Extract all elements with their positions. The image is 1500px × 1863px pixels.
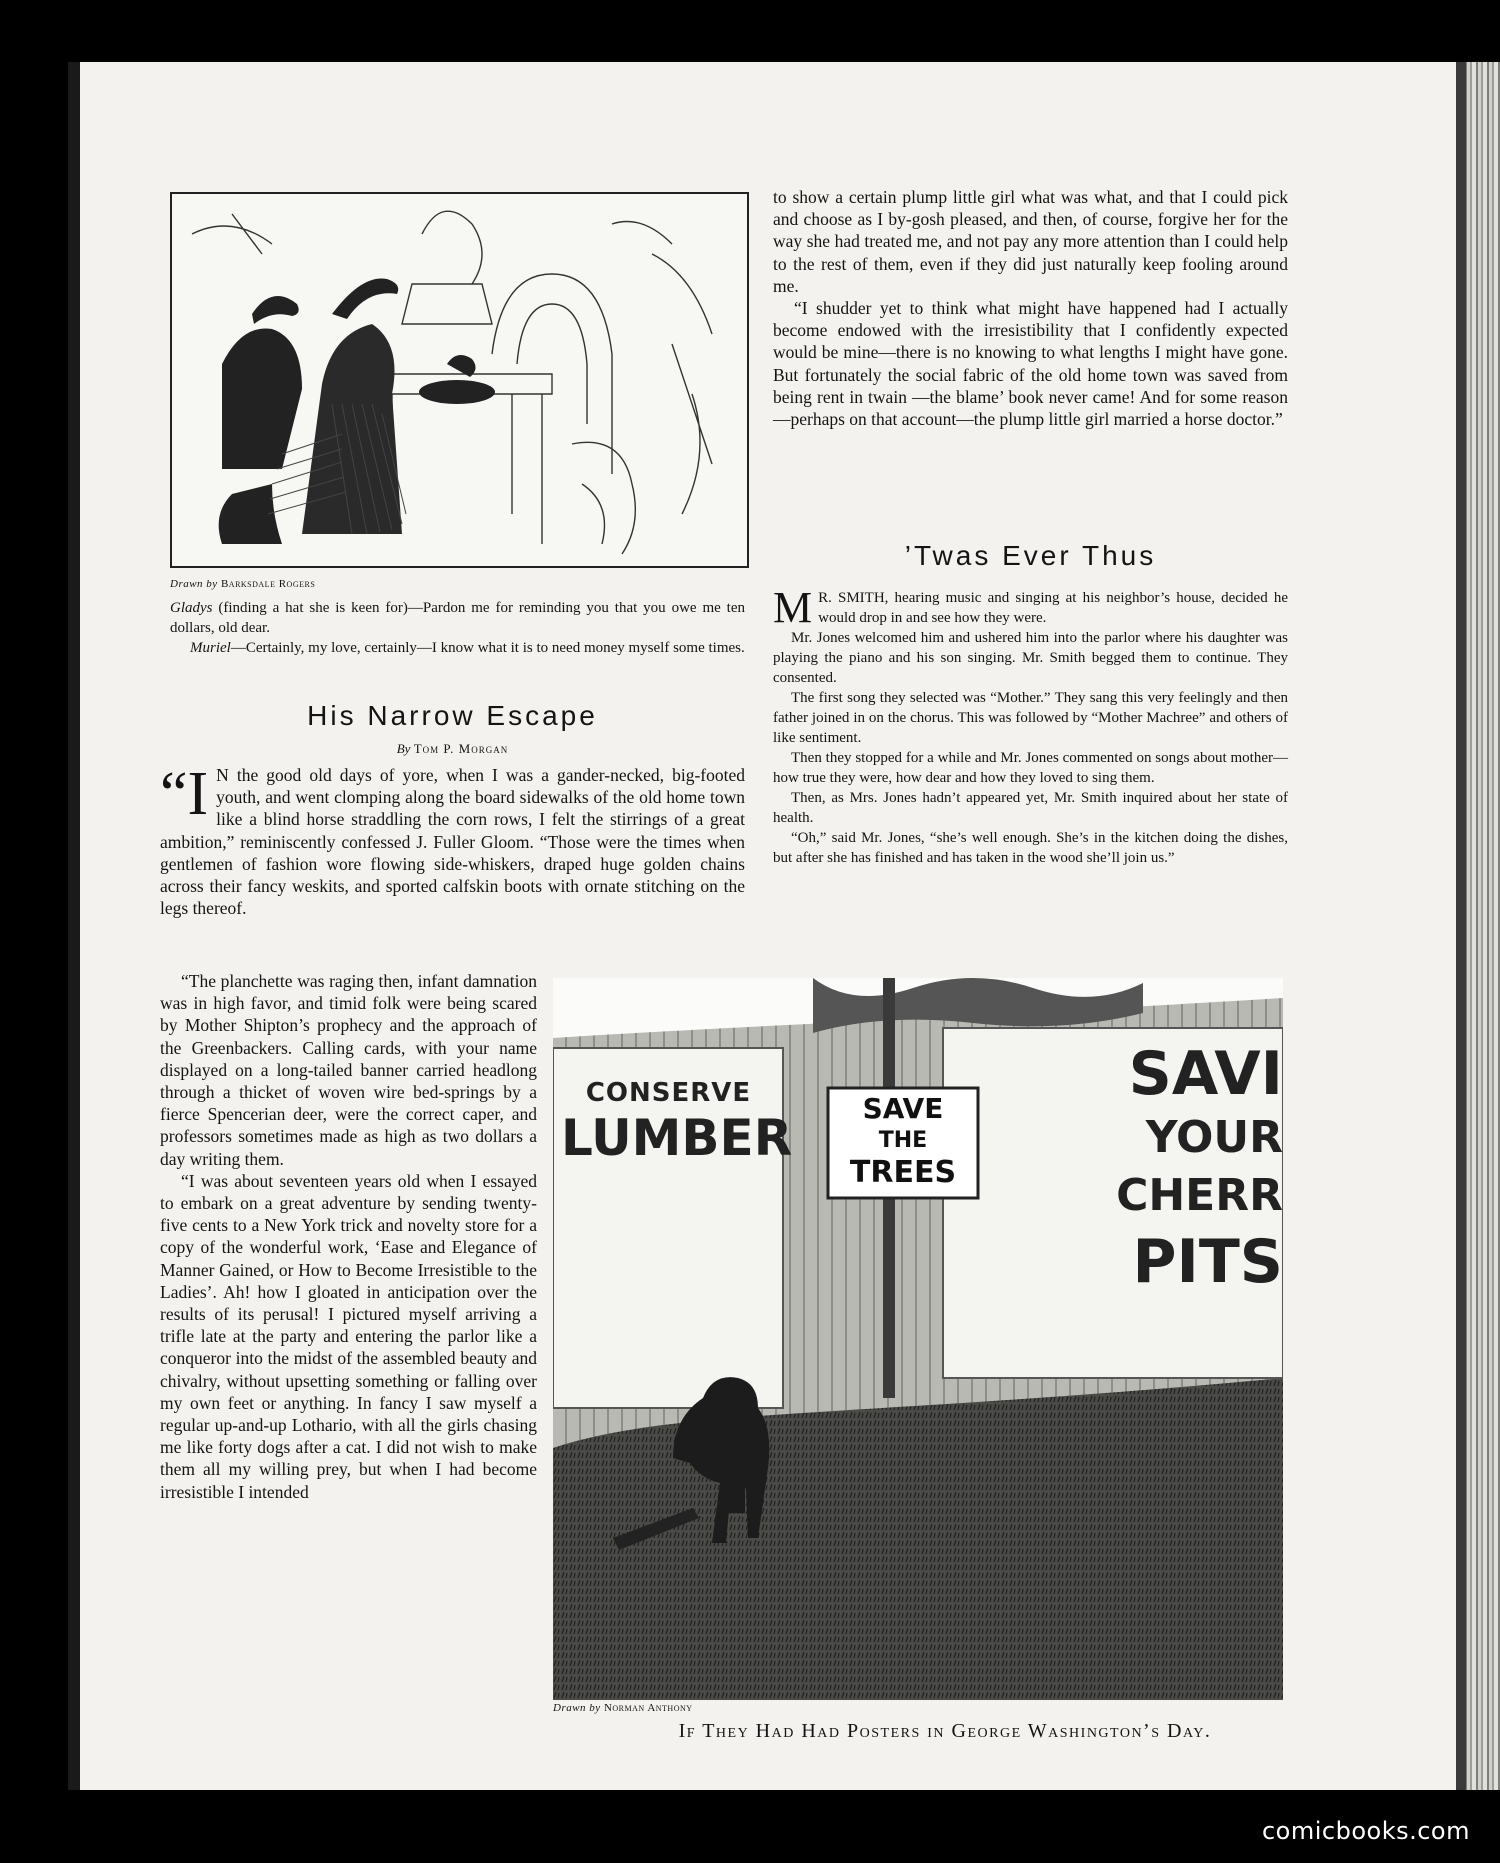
article-title-narrow-escape: His Narrow Escape xyxy=(307,700,598,731)
poster-conserve-lumber xyxy=(561,1078,793,1168)
credit-artist: Barksdale Rogers xyxy=(220,578,316,590)
byline-author: Tom P. Morgan xyxy=(413,741,509,756)
drop-cap-m: M xyxy=(773,583,813,632)
article1-paragraph-3: “I was about seventeen years old when I essayed to embark on a great adventure by sending twenty-five cents to a New York trick and novelty store for a copy of the wonderful work, ‘Ease and Elegance of Manner Gained, or How to Become Irresistible to the Ladies’. Ah! how I gloated in anticipation over the results of its perusal! I pictured myself arriving a trifle late at the party and entering the parlor like a conqueror into the midst of the assembled beauty and chivalry, without upsetting something or falling over my own feet or anything. In fancy I saw myself a regular up-and-up Lothario, with all the girls chasing me like forty dogs after a cat. I did not wish to make them all my willing prey, but when I had become irresistible I intended xyxy=(160,1170,537,1502)
article2-column xyxy=(773,583,1288,868)
illustration-hat-shop xyxy=(170,192,749,568)
caption-line-gladys: (finding a hat she is keen for)—Pardon me for reminding you that you owe me ten dollars, old dear. xyxy=(170,600,745,636)
illustration-top-credit xyxy=(170,578,315,590)
site-watermark: comicbooks.com xyxy=(1261,1817,1470,1845)
article2-paragraph-1: R. SMITH, hearing music and singing at his neighbor’s house, decided he would drop in and see how they were. xyxy=(818,590,1288,626)
byline-prefix: By xyxy=(396,741,411,756)
credit-prefix: Drawn by xyxy=(170,578,218,590)
article2-paragraph-5: Then, as Mrs. Jones hadn’t appeared yet, Mr. Smith inquired about her state of health. xyxy=(773,790,1288,826)
poster2-line3: CHERR xyxy=(1116,1170,1283,1221)
sign-line1: SAVE xyxy=(862,1092,944,1125)
article-title-twas-ever-thus: ’Twas Ever Thus xyxy=(904,540,1157,571)
drop-cap: “I xyxy=(160,760,209,828)
article1-continued-column xyxy=(773,186,1288,430)
article-byline xyxy=(160,741,745,757)
poster2-line4: PITS xyxy=(1132,1227,1283,1297)
article2-paragraph-6: “Oh,” said Mr. Jones, “she’s well enough. She’s in the kitchen doing the dishes, but after she has finished and has taken in the wood she’ll join us.” xyxy=(773,830,1288,866)
illustration-bottom-credit xyxy=(553,1702,693,1714)
caption-line-muriel: —Certainly, my love, certainly—I know what it is to need money myself some times. xyxy=(230,640,745,656)
article1-column-narrow xyxy=(160,970,537,1503)
book-spine xyxy=(68,62,80,1790)
article1-paragraph-2: “The planchette was raging then, infant damnation was in high favor, and timid folk were being scared by Mother Shipton’s prophecy and the approach of the Greenbackers. Calling cards, with your name displayed on a long-tailed banner carried headlong through a thicket of woven wire bed-springs by a fierce Spencerian deer, were the correct caper, and professors sometimes made as high as two dollars a day writing them. xyxy=(160,971,537,1169)
poster1-line1: CONSERVE xyxy=(585,1078,752,1108)
sign-line2: THE xyxy=(878,1128,928,1153)
article1-column-wide xyxy=(160,760,745,919)
credit-prefix: Drawn by xyxy=(553,1702,601,1714)
article2-paragraph-3: The first song they selected was “Mother.” They sang this very feelingly and then father joined in on the chorus. This was followed by “Mother Machree” and others of like sentiment. xyxy=(773,690,1288,746)
caption-speaker-gladys: Gladys xyxy=(170,600,213,616)
illustration-top-caption xyxy=(170,598,745,658)
article1-paragraph-5: “I shudder yet to think what might have happened had I actually become endowed with the irresistibility that I confidently expected would be mine—there is no knowing to what lengths I might have gone. But fortunately the social fabric of the old home town was saved from being rent in twain —the blame’ book never came! And for some reason—perhaps on that account—the plump little girl married a horse doctor.” xyxy=(773,298,1288,430)
article2-paragraph-4: Then they stopped for a while and Mr. Jones commented on songs about mother—how true they were, how dear and how they loved to sing them. xyxy=(773,750,1288,786)
credit-artist: Norman Anthony xyxy=(603,1702,693,1714)
illustration-bottom-caption: If They Had Had Posters in George Washington’s Day. xyxy=(678,1720,1212,1742)
article1-paragraph-1: N the good old days of yore, when I was a gander-necked, big-footed youth, and went clomping along the board sidewalks of the old home town like a blind horse straddling the corn rows, I felt the stirrings of a great ambition,” reminiscently confessed J. Fuller Gloom. “Those were the times when gentlemen of fashion wore flowing side-whiskers, draped huge golden chains across their fancy weskits, and sported calfskin boots with ornate stitching on the legs thereof. xyxy=(160,765,745,919)
poster-save-cherry-pits xyxy=(953,1038,1283,1298)
page-edges xyxy=(1456,62,1500,1790)
illustration-posters xyxy=(553,978,1283,1700)
poster2-line2: YOUR xyxy=(1145,1112,1283,1163)
caption-speaker-muriel: Muriel xyxy=(190,640,231,656)
sign-line3: TREES xyxy=(849,1155,957,1190)
article1-paragraph-4: to show a certain plump little girl what was what, and that I could pick and choose as I by-gosh pleased, and then, of course, forgive her for the way she had treated me, and not pay any more attention than I could help to the rest of them, even if they did just naturally keep fooling around me. xyxy=(773,187,1288,296)
article2-paragraph-2: Mr. Jones welcomed him and ushered him into the parlor where his daughter was playing the piano and his son singing. Mr. Smith begged them to continue. They consented. xyxy=(773,630,1288,686)
poster2-line1: SAVI xyxy=(1128,1039,1283,1109)
poster1-line2: LUMBER xyxy=(561,1109,793,1167)
